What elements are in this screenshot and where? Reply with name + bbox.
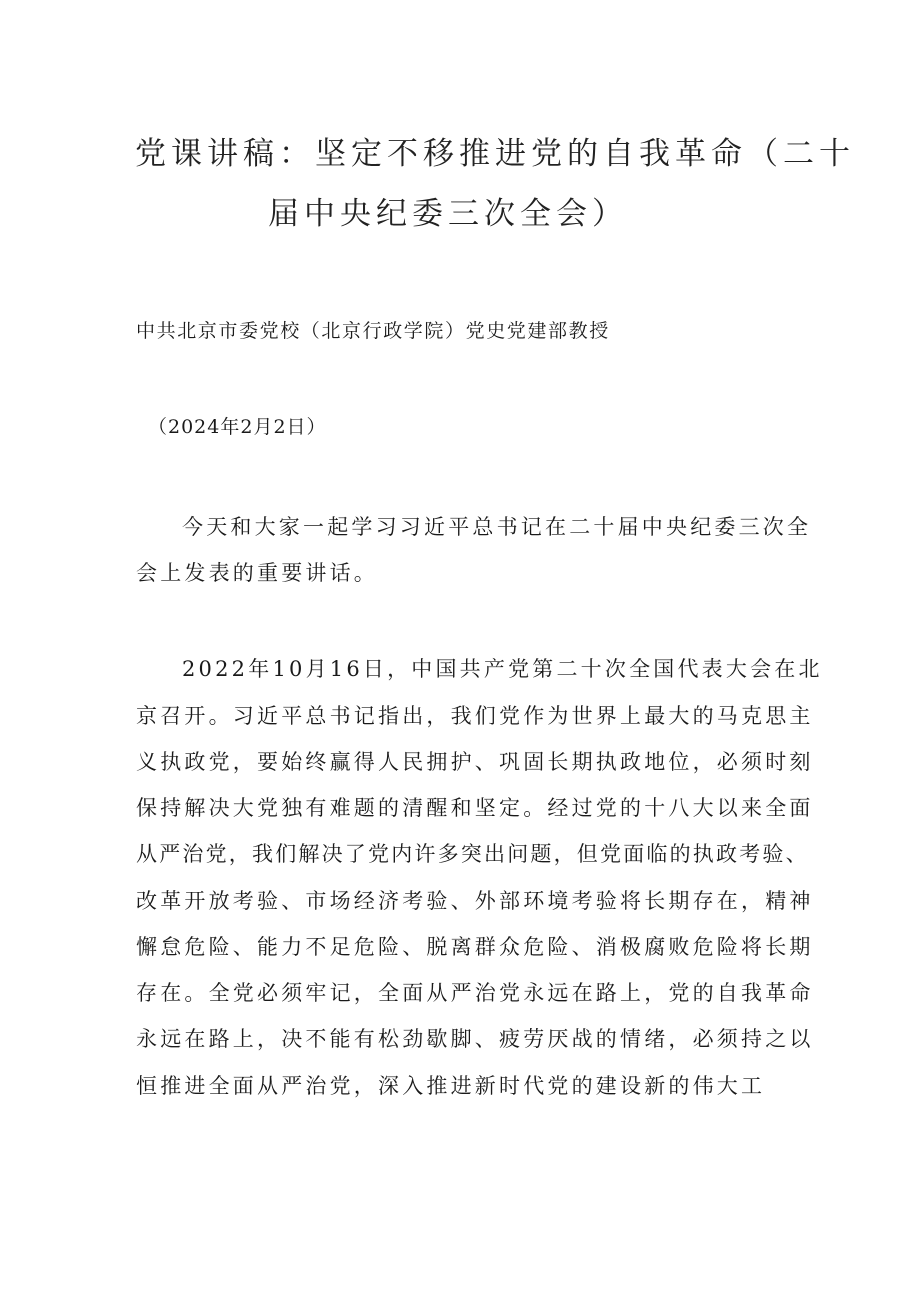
paragraph-line: 义执政党，要始终赢得人民拥护、巩固长期执政地位，必须时刻	[136, 750, 814, 774]
paragraph-line: 永远在路上，决不能有松劲歇脚、疲劳厌战的情绪，必须持之以	[136, 1027, 814, 1051]
paragraph-line: 改革开放考验、市场经济考验、外部环境考验将长期存在，精神	[136, 889, 814, 913]
document-title-line-2: 届中央纪委三次全会）	[268, 196, 628, 232]
document-date: （2024年2月2日）	[148, 416, 327, 438]
paragraph-line: 从严治党，我们解决了党内许多突出问题，但党面临的执政考验、	[136, 842, 809, 866]
paragraph-line: 京召开。习近平总书记指出，我们党作为世界上最大的马克思主	[136, 704, 814, 728]
document-title-line-1: 党课讲稿：坚定不移推进党的自我革命（二十	[135, 136, 855, 172]
paragraph-line: 存在。全党必须牢记，全面从严治党永远在路上，党的自我革命	[136, 981, 814, 1005]
paragraph-line: 懈怠危险、能力不足危险、脱离群众危险、消极腐败危险将长期	[136, 935, 814, 959]
author-affiliation: 中共北京市委党校（北京行政学院）党史党建部教授	[136, 320, 610, 342]
paragraph-line: 恒推进全面从严治党，深入推进新时代党的建设新的伟大工	[136, 1074, 766, 1098]
paragraph-line: 今天和大家一起学习习近平总书记在二十届中央纪委三次全	[182, 515, 812, 539]
paragraph-line: 2022年10月16日，中国共产党第二十次全国代表大会在北	[182, 657, 823, 681]
paragraph-line: 保持解决大党独有难题的清醒和坚定。经过党的十八大以来全面	[136, 796, 814, 820]
paragraph-line: 会上发表的重要讲话。	[136, 561, 378, 585]
